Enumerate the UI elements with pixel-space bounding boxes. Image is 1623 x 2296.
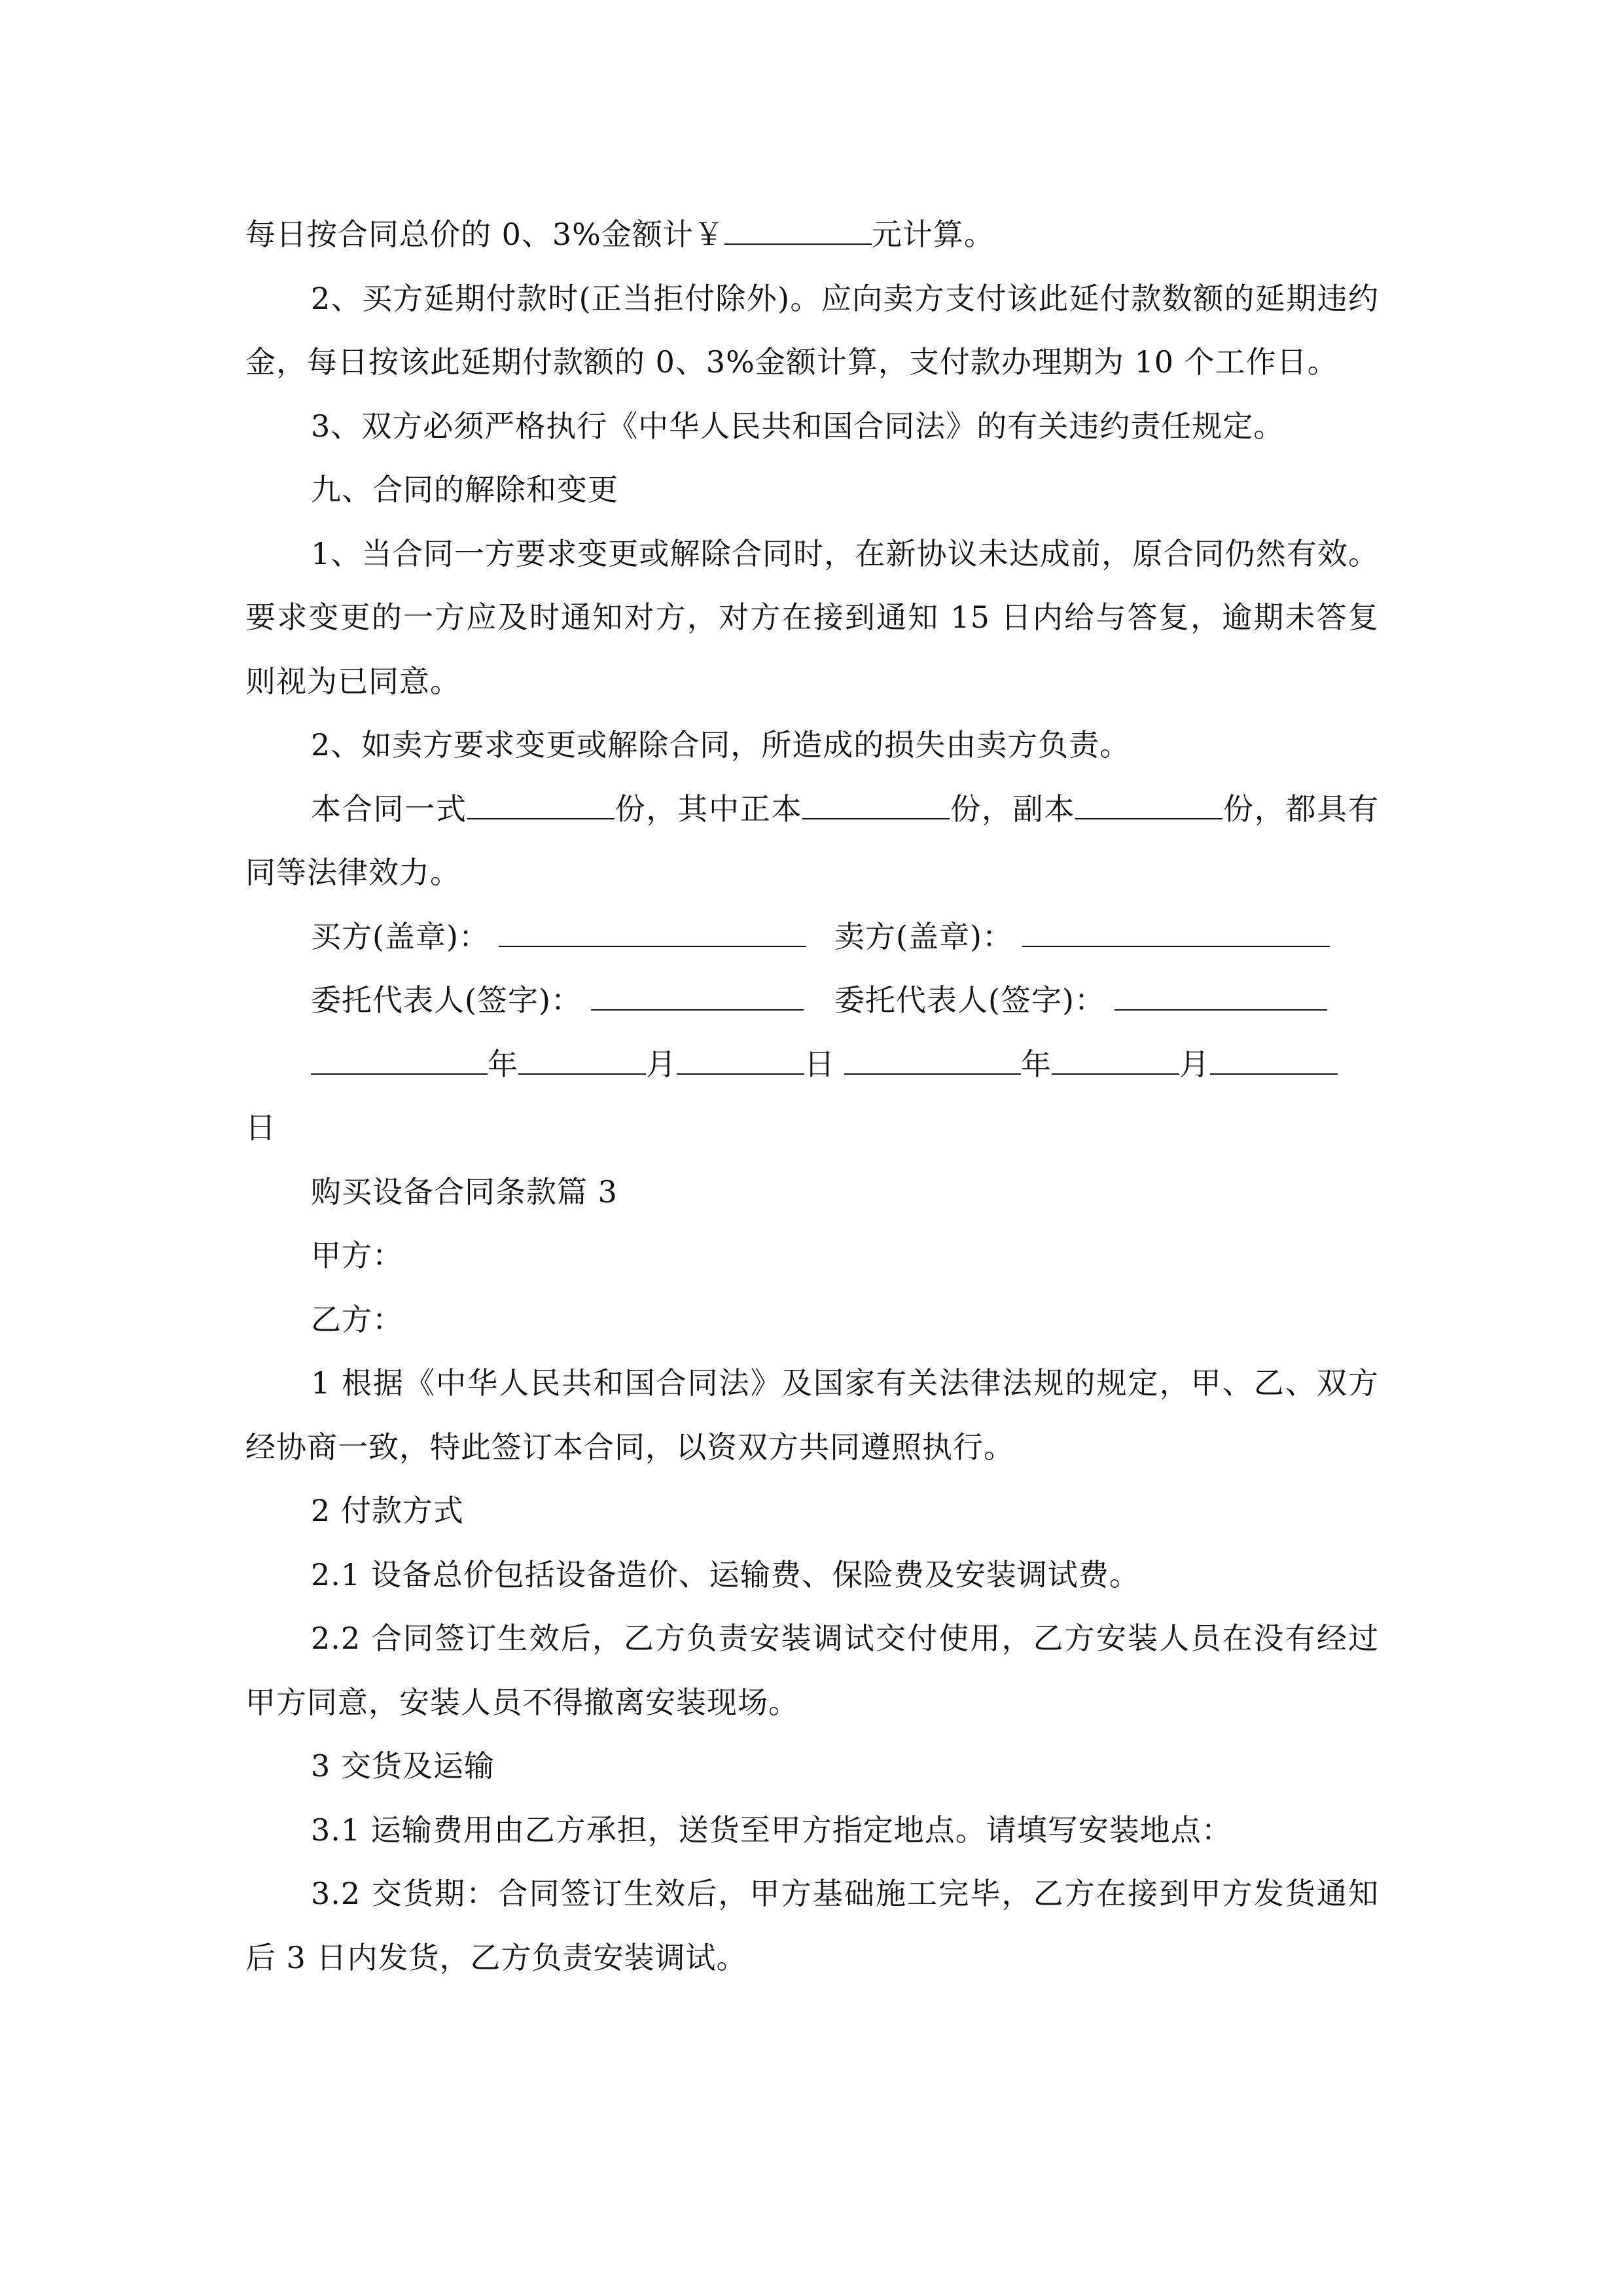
buyer-year-blank[interactable] [311,1049,488,1075]
heading-payment: 2 付款方式 [311,1493,464,1528]
buyer-seal-label: 买方(盖章)： [311,918,490,954]
copies-text-1: 本合同一式 [311,791,467,827]
document-page [245,203,1379,1990]
clause-3-2: 3.2 交货期：合同签订生效后，甲方基础施工完毕，乙方在接到甲方发货通知后 3 日内发货，乙方负责安装调试。 [245,1876,1379,1975]
seller-seal-label: 卖方(盖章)： [834,918,1013,954]
clause-2-1: 2.1 设备总价包括设备造价、运输费、保险费及安装调试费。 [311,1556,1140,1592]
clause-change-request: 1、当合同一方要求变更或解除合同时，在新协议未达成前，原合同仍然有效。要求变更的一方应及时通知对方，对方在接到通知 15 日内给与答复，逾期未答复则视为已同意。 [245,535,1379,699]
party-b-label: 乙方： [311,1301,403,1337]
copies-text-4: 份，都具有同等法律效力。 [245,791,1380,890]
penalty-continuation [245,203,1379,267]
clause-seller-change: 2、如卖方要求变更或解除合同，所造成的损失由卖方负责。 [311,727,1131,762]
copies-total-blank[interactable] [467,793,615,819]
buyer-rep-label: 委托代表人(签字)： [311,982,582,1018]
clause-legal-basis: 1 根据《中华人民共和国合同法》及国家有关法律法规的规定，甲、乙、双方经协商一致，特此签订本合同，以资双方共同遵照执行。 [245,1365,1379,1465]
month-label: 月 [1179,1046,1210,1082]
penalty-text-after: 元计算。 [871,217,995,252]
month-label: 月 [646,1046,677,1082]
year-label: 年 [1021,1046,1052,1082]
clause-2-2: 2.2 合同签订生效后，乙方负责安装调试交付使用，乙方安装人员在没有经过甲方同意，安装人员不得撤离安装现场。 [245,1621,1379,1720]
clause-liability: 3、双方必须严格执行《中华人民共和国合同法》的有关违约责任规定。 [311,408,1285,444]
amount-blank[interactable] [724,219,872,245]
buyer-seal-blank[interactable] [499,921,806,947]
seller-seal-blank[interactable] [1022,921,1330,947]
seller-month-blank[interactable] [1052,1049,1179,1075]
representative-row [245,969,1379,1033]
copies-duplicate-blank[interactable] [1075,793,1222,819]
buyer-rep-blank[interactable] [591,984,804,1011]
buyer-month-blank[interactable] [518,1049,646,1075]
year-label: 年 [488,1046,518,1082]
clause-late-payment: 2、买方延期付款时(正当拒付除外)。应向卖方支付该此延付款数额的延期违约金，每日按该此延期付款额的 0、3%金额计算，支付款办理期为 10 个工作日。 [245,280,1379,380]
copies-original-blank[interactable] [802,793,950,819]
section-title: 购买设备合同条款篇 3 [311,1174,618,1210]
copies-text-2: 份，其中正本 [614,791,803,827]
seller-rep-label: 委托代表人(签字)： [834,982,1105,1018]
day-label: 日 [245,1110,276,1145]
heading-delivery: 3 交货及运输 [311,1748,495,1784]
penalty-text-before: 每日按合同总价的 0、3%金额计￥ [245,217,724,252]
section-heading-termination: 九、合同的解除和变更 [311,472,618,507]
day-label: 日 [804,1046,835,1082]
seller-year-blank[interactable] [844,1049,1021,1075]
copies-text-3: 份，副本 [950,791,1076,827]
seal-row [245,905,1379,969]
clause-3-1: 3.1 运输费用由乙方承担，送货至甲方指定地点。请填写安装地点： [311,1812,1232,1848]
buyer-day-blank[interactable] [677,1049,804,1075]
date-line [245,1033,1379,1160]
party-a-label: 甲方： [311,1238,403,1273]
seller-rep-blank[interactable] [1115,984,1327,1011]
copies-clause [245,778,1379,905]
seller-day-blank[interactable] [1210,1049,1338,1075]
